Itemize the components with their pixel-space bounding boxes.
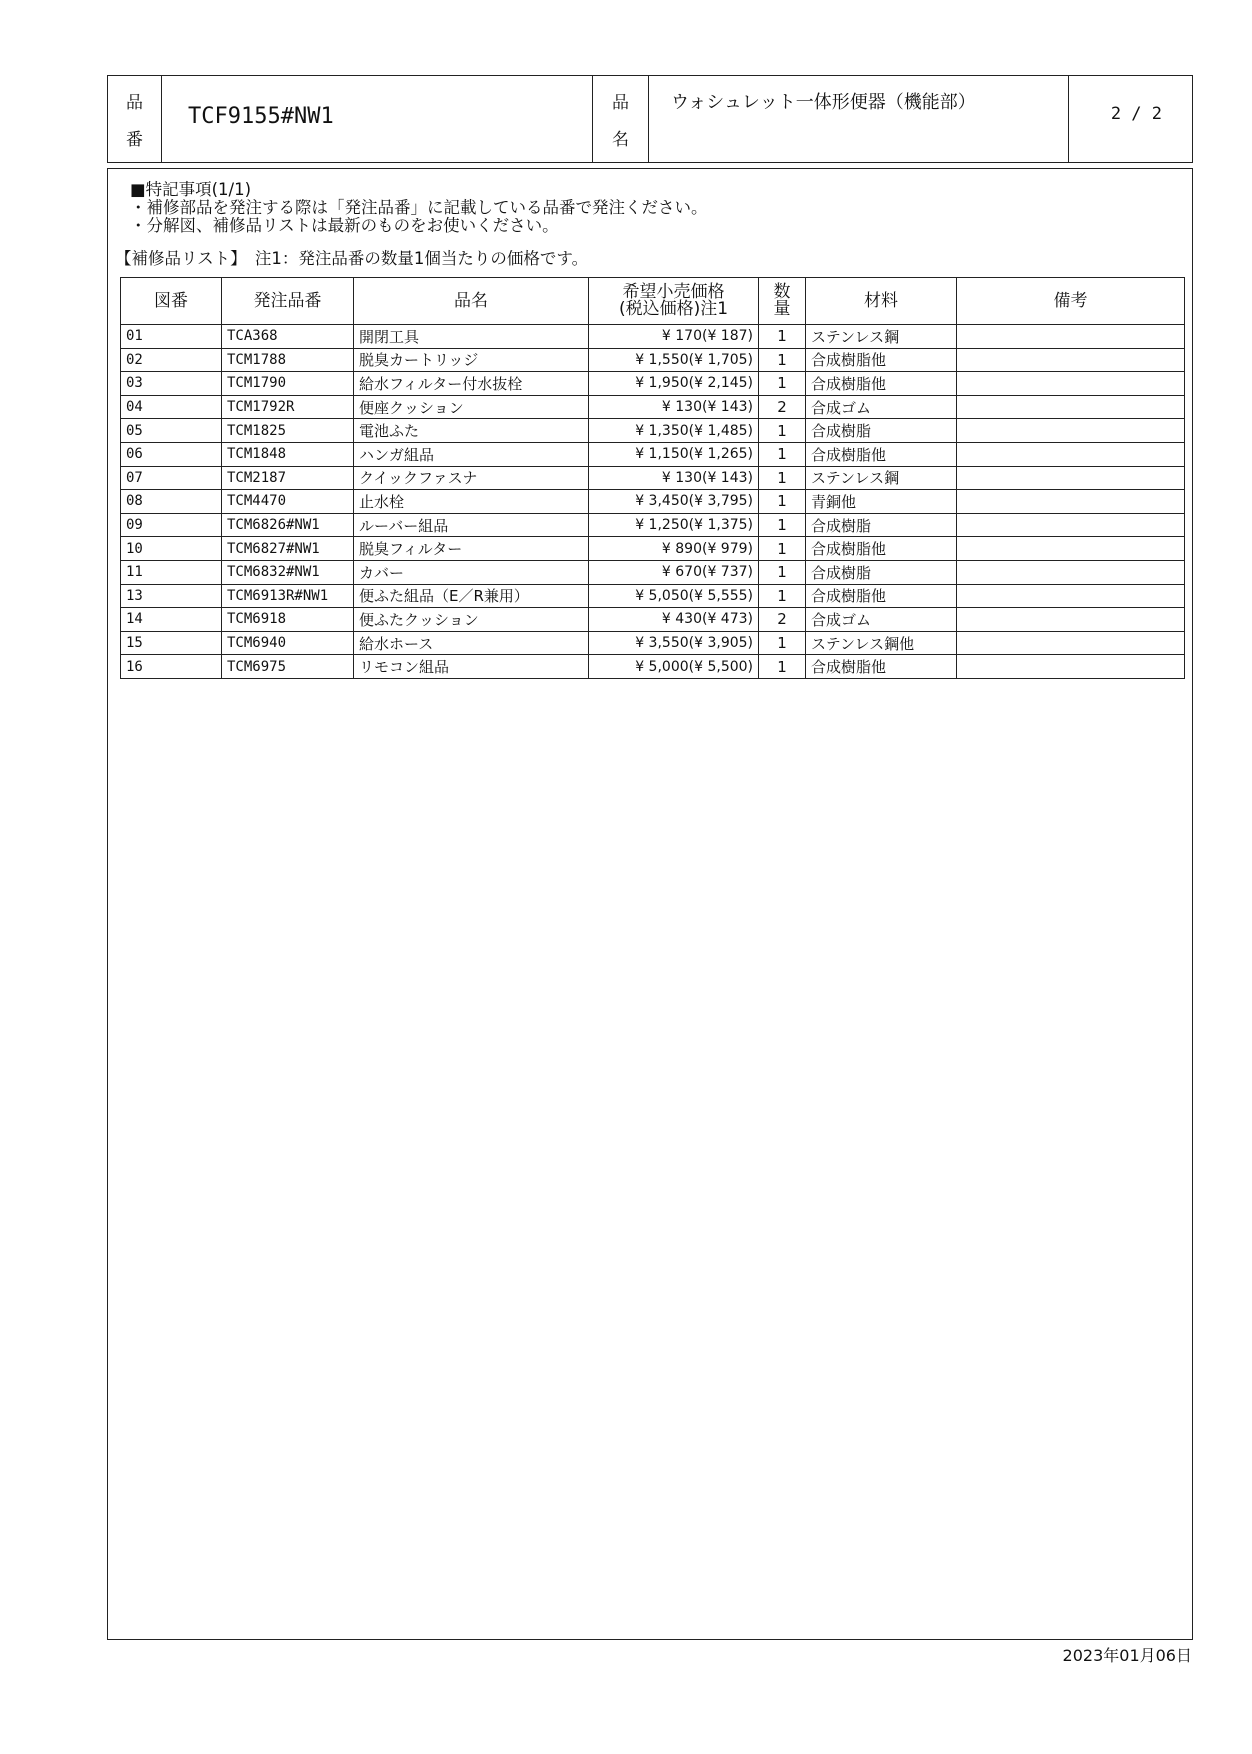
notes-title: ■特記事項(1/1) xyxy=(130,180,252,199)
qty-cell: 1 xyxy=(759,490,806,514)
name-cell: 脱臭フィルター xyxy=(354,537,589,561)
code-cell: TCM6918 xyxy=(222,608,354,632)
col-header-fig: 図番 xyxy=(121,278,222,325)
remarks-cell xyxy=(957,348,1185,372)
part-no-label-cell xyxy=(108,76,162,162)
name-cell: カバー xyxy=(354,560,589,584)
fig-cell: 11 xyxy=(121,560,222,584)
code-cell: TCM1788 xyxy=(222,348,354,372)
code-cell: TCM2187 xyxy=(222,466,354,490)
price-cell: ¥ 1,250(¥ 1,375) xyxy=(589,513,759,537)
part-number: TCF9155#NW1 xyxy=(188,104,334,129)
material-cell: 合成ゴム xyxy=(806,608,957,632)
qty-cell: 1 xyxy=(759,348,806,372)
name-cell: 便座クッション xyxy=(354,395,589,419)
parts-table xyxy=(120,277,1185,679)
qty-cell: 1 xyxy=(759,419,806,443)
fig-cell: 15 xyxy=(121,631,222,655)
part-no-cell xyxy=(162,76,593,162)
qty-cell: 1 xyxy=(759,372,806,396)
code-cell: TCM1792R xyxy=(222,395,354,419)
table-row xyxy=(121,442,1185,466)
remarks-cell xyxy=(957,419,1185,443)
fig-cell: 13 xyxy=(121,584,222,608)
remarks-cell xyxy=(957,372,1185,396)
name-cell: 給水フィルター付水抜栓 xyxy=(354,372,589,396)
name-cell: クイックファスナ xyxy=(354,466,589,490)
name-cell: ルーバー組品 xyxy=(354,513,589,537)
remarks-cell xyxy=(957,631,1185,655)
material-cell: 合成樹脂他 xyxy=(806,655,957,679)
part-no-label-2: 番 xyxy=(126,130,143,150)
price-cell: ¥ 890(¥ 979) xyxy=(589,537,759,561)
price-cell: ¥ 5,050(¥ 5,555) xyxy=(589,584,759,608)
remarks-cell xyxy=(957,608,1185,632)
material-cell: ステンレス鋼 xyxy=(806,325,957,349)
table-header-row xyxy=(121,278,1185,325)
qty-cell: 1 xyxy=(759,442,806,466)
name-label-1: 品 xyxy=(612,93,629,113)
table-row xyxy=(121,608,1185,632)
col-header-name: 品名 xyxy=(354,278,589,325)
code-cell: TCM6975 xyxy=(222,655,354,679)
name-cell: 便ふた組品（E／R兼用） xyxy=(354,584,589,608)
remarks-cell xyxy=(957,513,1185,537)
remarks-cell xyxy=(957,442,1185,466)
product-name-cell xyxy=(649,76,1069,162)
code-cell: TCM1825 xyxy=(222,419,354,443)
price-cell: ¥ 670(¥ 737) xyxy=(589,560,759,584)
material-cell: 合成樹脂 xyxy=(806,560,957,584)
col-header-remarks: 備考 xyxy=(957,278,1185,325)
qty-cell: 1 xyxy=(759,325,806,349)
remarks-cell xyxy=(957,560,1185,584)
fig-cell: 09 xyxy=(121,513,222,537)
notes-line-2: ・分解図、補修品リストは最新のものをお使いください。 xyxy=(130,216,559,235)
col-header-price-line2: (税込価格)注1 xyxy=(618,299,729,319)
table-row xyxy=(121,395,1185,419)
fig-cell: 01 xyxy=(121,325,222,349)
remarks-cell xyxy=(957,584,1185,608)
fig-cell: 07 xyxy=(121,466,222,490)
col-header-price xyxy=(589,278,759,325)
col-header-code: 発注品番 xyxy=(222,278,354,325)
fig-cell: 05 xyxy=(121,419,222,443)
code-cell: TCM1848 xyxy=(222,442,354,466)
price-cell: ¥ 430(¥ 473) xyxy=(589,608,759,632)
material-cell: 合成樹脂 xyxy=(806,419,957,443)
name-cell: 給水ホース xyxy=(354,631,589,655)
page-number: 2 / 2 xyxy=(1110,104,1162,124)
parts-list-title: 【補修品リスト】 注1：発注品番の数量1個当たりの価格です。 xyxy=(115,249,589,268)
code-cell: TCM6832#NW1 xyxy=(222,560,354,584)
material-cell: 合成樹脂他 xyxy=(806,584,957,608)
material-cell: 合成樹脂他 xyxy=(806,372,957,396)
fig-cell: 03 xyxy=(121,372,222,396)
material-cell: 青銅他 xyxy=(806,490,957,514)
part-no-label-1: 品 xyxy=(126,93,143,113)
code-cell: TCM6827#NW1 xyxy=(222,537,354,561)
name-cell: 開閉工具 xyxy=(354,325,589,349)
table-row xyxy=(121,560,1185,584)
name-cell: 電池ふた xyxy=(354,419,589,443)
qty-cell: 1 xyxy=(759,537,806,561)
table-row xyxy=(121,490,1185,514)
table-row xyxy=(121,325,1185,349)
name-label-cell xyxy=(593,76,649,162)
header-box xyxy=(107,75,1193,163)
remarks-cell xyxy=(957,655,1185,679)
remarks-cell xyxy=(957,490,1185,514)
code-cell: TCM1790 xyxy=(222,372,354,396)
content-frame xyxy=(107,168,1193,1640)
table-row xyxy=(121,631,1185,655)
code-cell: TCM6940 xyxy=(222,631,354,655)
issue-date: 2023年01月06日 xyxy=(1062,1646,1192,1665)
remarks-cell xyxy=(957,537,1185,561)
qty-cell: 1 xyxy=(759,631,806,655)
fig-cell: 06 xyxy=(121,442,222,466)
remarks-cell xyxy=(957,395,1185,419)
page-cell xyxy=(1069,76,1192,162)
material-cell: 合成ゴム xyxy=(806,395,957,419)
price-cell: ¥ 1,550(¥ 1,705) xyxy=(589,348,759,372)
price-cell: ¥ 3,550(¥ 3,905) xyxy=(589,631,759,655)
special-notes xyxy=(130,181,708,235)
material-cell: 合成樹脂 xyxy=(806,513,957,537)
price-cell: ¥ 5,000(¥ 5,500) xyxy=(589,655,759,679)
material-cell: ステンレス鋼 xyxy=(806,466,957,490)
fig-cell: 14 xyxy=(121,608,222,632)
fig-cell: 02 xyxy=(121,348,222,372)
price-cell: ¥ 130(¥ 143) xyxy=(589,395,759,419)
name-cell: リモコン組品 xyxy=(354,655,589,679)
name-label-2: 名 xyxy=(612,130,629,150)
qty-cell: 1 xyxy=(759,655,806,679)
code-cell: TCM4470 xyxy=(222,490,354,514)
name-cell: 便ふたクッション xyxy=(354,608,589,632)
qty-cell: 2 xyxy=(759,608,806,632)
price-cell: ¥ 1,350(¥ 1,485) xyxy=(589,419,759,443)
qty-cell: 1 xyxy=(759,513,806,537)
code-cell: TCM6913R#NW1 xyxy=(222,584,354,608)
col-header-qty-line2: 量 xyxy=(773,299,791,319)
code-cell: TCM6826#NW1 xyxy=(222,513,354,537)
qty-cell: 1 xyxy=(759,584,806,608)
fig-cell: 04 xyxy=(121,395,222,419)
col-header-qty xyxy=(759,278,806,325)
qty-cell: 1 xyxy=(759,560,806,584)
material-cell: 合成樹脂他 xyxy=(806,442,957,466)
remarks-cell xyxy=(957,466,1185,490)
price-cell: ¥ 1,950(¥ 2,145) xyxy=(589,372,759,396)
table-row xyxy=(121,348,1185,372)
fig-cell: 10 xyxy=(121,537,222,561)
notes-line-1: ・補修部品を発注する際は「発注品番」に記載している品番で発注ください。 xyxy=(130,198,708,217)
price-cell: ¥ 130(¥ 143) xyxy=(589,466,759,490)
fig-cell: 16 xyxy=(121,655,222,679)
material-cell: ステンレス鋼他 xyxy=(806,631,957,655)
qty-cell: 2 xyxy=(759,395,806,419)
table-row xyxy=(121,372,1185,396)
name-cell: 脱臭カートリッジ xyxy=(354,348,589,372)
col-header-material: 材料 xyxy=(806,278,957,325)
table-row xyxy=(121,513,1185,537)
col-header-price-line1: 希望小売価格 xyxy=(622,282,725,302)
qty-cell: 1 xyxy=(759,466,806,490)
remarks-cell xyxy=(957,325,1185,349)
material-cell: 合成樹脂他 xyxy=(806,348,957,372)
code-cell: TCA368 xyxy=(222,325,354,349)
table-row xyxy=(121,537,1185,561)
fig-cell: 08 xyxy=(121,490,222,514)
name-cell: ハンガ組品 xyxy=(354,442,589,466)
table-row xyxy=(121,466,1185,490)
table-row xyxy=(121,419,1185,443)
material-cell: 合成樹脂他 xyxy=(806,537,957,561)
price-cell: ¥ 170(¥ 187) xyxy=(589,325,759,349)
col-header-qty-line1: 数 xyxy=(773,282,791,302)
price-cell: ¥ 3,450(¥ 3,795) xyxy=(589,490,759,514)
table-row xyxy=(121,584,1185,608)
table-row xyxy=(121,655,1185,679)
product-name: ウォシュレット一体形便器（機能部） xyxy=(671,92,976,113)
name-cell: 止水栓 xyxy=(354,490,589,514)
price-cell: ¥ 1,150(¥ 1,265) xyxy=(589,442,759,466)
